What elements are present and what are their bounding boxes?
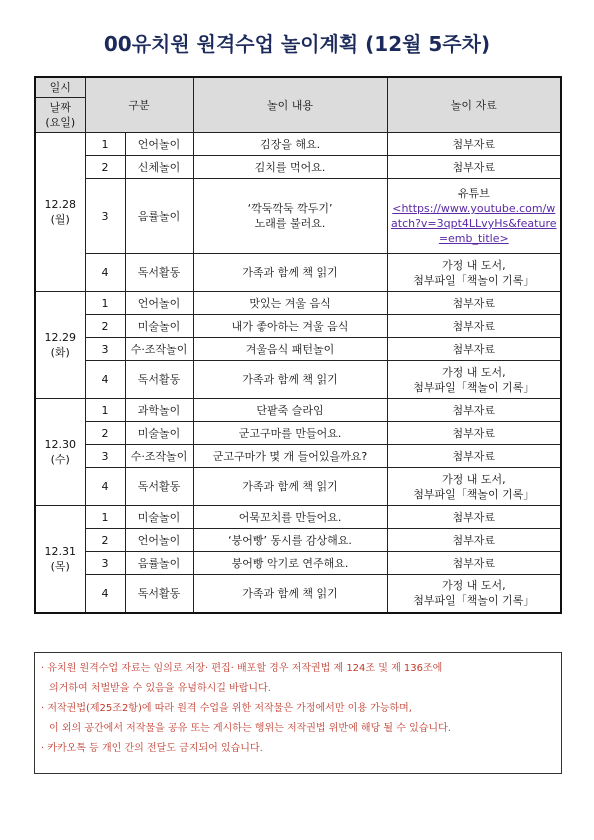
row-number: 1 <box>85 399 125 422</box>
material-line-2: 첨부파일「책놀이 기록」 <box>413 273 535 287</box>
row-content: 붕어빵 악기로 연주해요. <box>193 552 387 575</box>
row-content: 어묵꼬치를 만들어요. <box>193 506 387 529</box>
table-row <box>35 399 561 422</box>
row-category: 미술놀이 <box>125 315 193 338</box>
content-line-2: 노래를 불러요. <box>254 217 326 230</box>
row-material: 첨부자료 <box>387 133 561 156</box>
row-category: 언어놀이 <box>125 529 193 552</box>
header-date-label: 날짜 <box>49 101 71 114</box>
table-row <box>35 506 561 529</box>
notice-line-5: · 카카오톡 등 개인 간의 전달도 금지되어 있습니다. <box>41 743 263 754</box>
notice-line-2: 의거하여 처벌받을 수 있음을 유념하시길 바랍니다. <box>49 683 271 694</box>
row-number: 1 <box>85 133 125 156</box>
row-content: 김치를 먹어요. <box>193 156 387 179</box>
material-line-1: 가정 내 도서, <box>441 258 506 272</box>
row-content: 가족과 함께 책 읽기 <box>193 361 387 399</box>
table-row <box>35 254 561 292</box>
row-number: 2 <box>85 422 125 445</box>
row-number: 4 <box>85 254 125 292</box>
row-category: 독서활동 <box>125 575 193 613</box>
table-row <box>35 338 561 361</box>
table-row <box>35 529 561 552</box>
row-number: 3 <box>85 445 125 468</box>
row-category: 수·조작놀이 <box>125 445 193 468</box>
page-title: 00유치원 원격수업 놀이계획 (12월 5주차) <box>103 32 491 56</box>
youtube-link[interactable]: <https://www.youtube.com/watch?v=3qpt4LLvyHs&feature=emb_title> <box>391 202 557 245</box>
row-material: 첨부자료 <box>387 338 561 361</box>
row-material <box>387 179 561 254</box>
row-material: 첨부자료 <box>387 552 561 575</box>
row-number: 3 <box>85 338 125 361</box>
header-weekday-label: (요일) <box>45 116 76 129</box>
row-content: 내가 좋아하는 겨울 음식 <box>193 315 387 338</box>
material-line-1: 유튜브 <box>457 187 490 200</box>
weekday-label: (목) <box>50 559 70 573</box>
table-row <box>35 133 561 156</box>
table-row <box>35 422 561 445</box>
row-number: 4 <box>85 468 125 506</box>
row-category: 음률놀이 <box>125 552 193 575</box>
row-content: 겨울음식 패턴놀이 <box>193 338 387 361</box>
header-category: 구분 <box>85 77 193 133</box>
row-category: 수·조작놀이 <box>125 338 193 361</box>
header-content: 놀이 내용 <box>193 77 387 133</box>
date-cell <box>35 292 85 399</box>
row-category: 신체놀이 <box>125 156 193 179</box>
header-date <box>35 98 85 133</box>
date-cell <box>35 399 85 506</box>
row-content: 맛있는 겨울 음식 <box>193 292 387 315</box>
copyright-notice <box>34 652 562 774</box>
table-row <box>35 552 561 575</box>
row-content: 가족과 함께 책 읽기 <box>193 575 387 613</box>
row-material: 첨부자료 <box>387 506 561 529</box>
row-content: 군고구마가 몇 개 들어있을까요? <box>193 445 387 468</box>
material-line-1: 가정 내 도서, <box>441 579 506 593</box>
row-content: 단팥죽 슬라임 <box>193 399 387 422</box>
row-category: 음률놀이 <box>125 179 193 254</box>
play-plan-table <box>34 76 562 614</box>
row-category: 과학놀이 <box>125 399 193 422</box>
table-row <box>35 315 561 338</box>
row-material <box>387 254 561 292</box>
header-datetime: 일시 <box>35 77 85 98</box>
notice-line-1: · 유치원 원격수업 자료는 임의로 저장· 편집· 배포할 경우 저작권법 제 124조 및 제 136조에 <box>41 663 443 674</box>
row-material: 첨부자료 <box>387 445 561 468</box>
row-category: 언어놀이 <box>125 133 193 156</box>
row-number: 1 <box>85 292 125 315</box>
row-number: 2 <box>85 315 125 338</box>
material-line-1: 가정 내 도서, <box>441 472 506 486</box>
weekday-label: (화) <box>50 346 70 359</box>
date-cell <box>35 506 85 613</box>
date-label: 12.28 <box>44 198 76 211</box>
row-content: 가족과 함께 책 읽기 <box>193 468 387 506</box>
row-category: 미술놀이 <box>125 506 193 529</box>
row-number: 2 <box>85 156 125 179</box>
row-number: 4 <box>85 575 125 613</box>
material-line-1: 가정 내 도서, <box>441 365 506 379</box>
material-line-2: 첨부파일「책놀이 기록」 <box>413 594 535 608</box>
row-content: 김장을 해요. <box>193 133 387 156</box>
row-material: 첨부자료 <box>387 292 561 315</box>
date-label: 12.30 <box>44 438 76 451</box>
date-label: 12.29 <box>44 331 76 344</box>
row-material: 첨부자료 <box>387 399 561 422</box>
row-material <box>387 468 561 506</box>
row-content: 가족과 함께 책 읽기 <box>193 254 387 292</box>
row-category: 독서활동 <box>125 361 193 399</box>
material-line-2: 첨부파일「책놀이 기록」 <box>413 487 535 501</box>
weekday-label: (수) <box>50 453 70 466</box>
table-row <box>35 156 561 179</box>
row-content: 군고구마를 만들어요. <box>193 422 387 445</box>
table-row <box>35 361 561 399</box>
row-content: ‘붕어빵’ 동시를 감상해요. <box>193 529 387 552</box>
table-row <box>35 179 561 254</box>
row-number: 3 <box>85 552 125 575</box>
weekday-label: (월) <box>50 213 70 226</box>
row-material: 첨부자료 <box>387 315 561 338</box>
row-number: 1 <box>85 506 125 529</box>
row-content <box>193 179 387 254</box>
table-row <box>35 468 561 506</box>
date-cell <box>35 133 85 292</box>
row-material: 첨부자료 <box>387 529 561 552</box>
row-material: 첨부자료 <box>387 156 561 179</box>
date-label: 12.31 <box>44 544 76 558</box>
row-material <box>387 575 561 613</box>
notice-line-3: · 저작권법(제25조2항)에 따라 원격 수업을 위한 저작물은 가정에서만 이용 가능하며, <box>41 703 412 714</box>
material-line-2: 첨부파일「책놀이 기록」 <box>413 380 535 394</box>
row-material <box>387 361 561 399</box>
row-number: 2 <box>85 529 125 552</box>
row-category: 독서활동 <box>125 468 193 506</box>
row-category: 독서활동 <box>125 254 193 292</box>
row-category: 언어놀이 <box>125 292 193 315</box>
row-category: 미술놀이 <box>125 422 193 445</box>
table-row <box>35 445 561 468</box>
row-number: 4 <box>85 361 125 399</box>
content-line-1: ‘깍둑깍둑 깍두기’ <box>247 202 333 215</box>
table-row <box>35 292 561 315</box>
header-material: 놀이 자료 <box>387 77 561 133</box>
row-number: 3 <box>85 179 125 254</box>
table-row <box>35 575 561 613</box>
row-material: 첨부자료 <box>387 422 561 445</box>
notice-line-4: 이 외의 공간에서 저작물을 공유 또는 게시하는 행위는 저작권법 위반에 해당 될 수 있습니다. <box>49 723 451 734</box>
